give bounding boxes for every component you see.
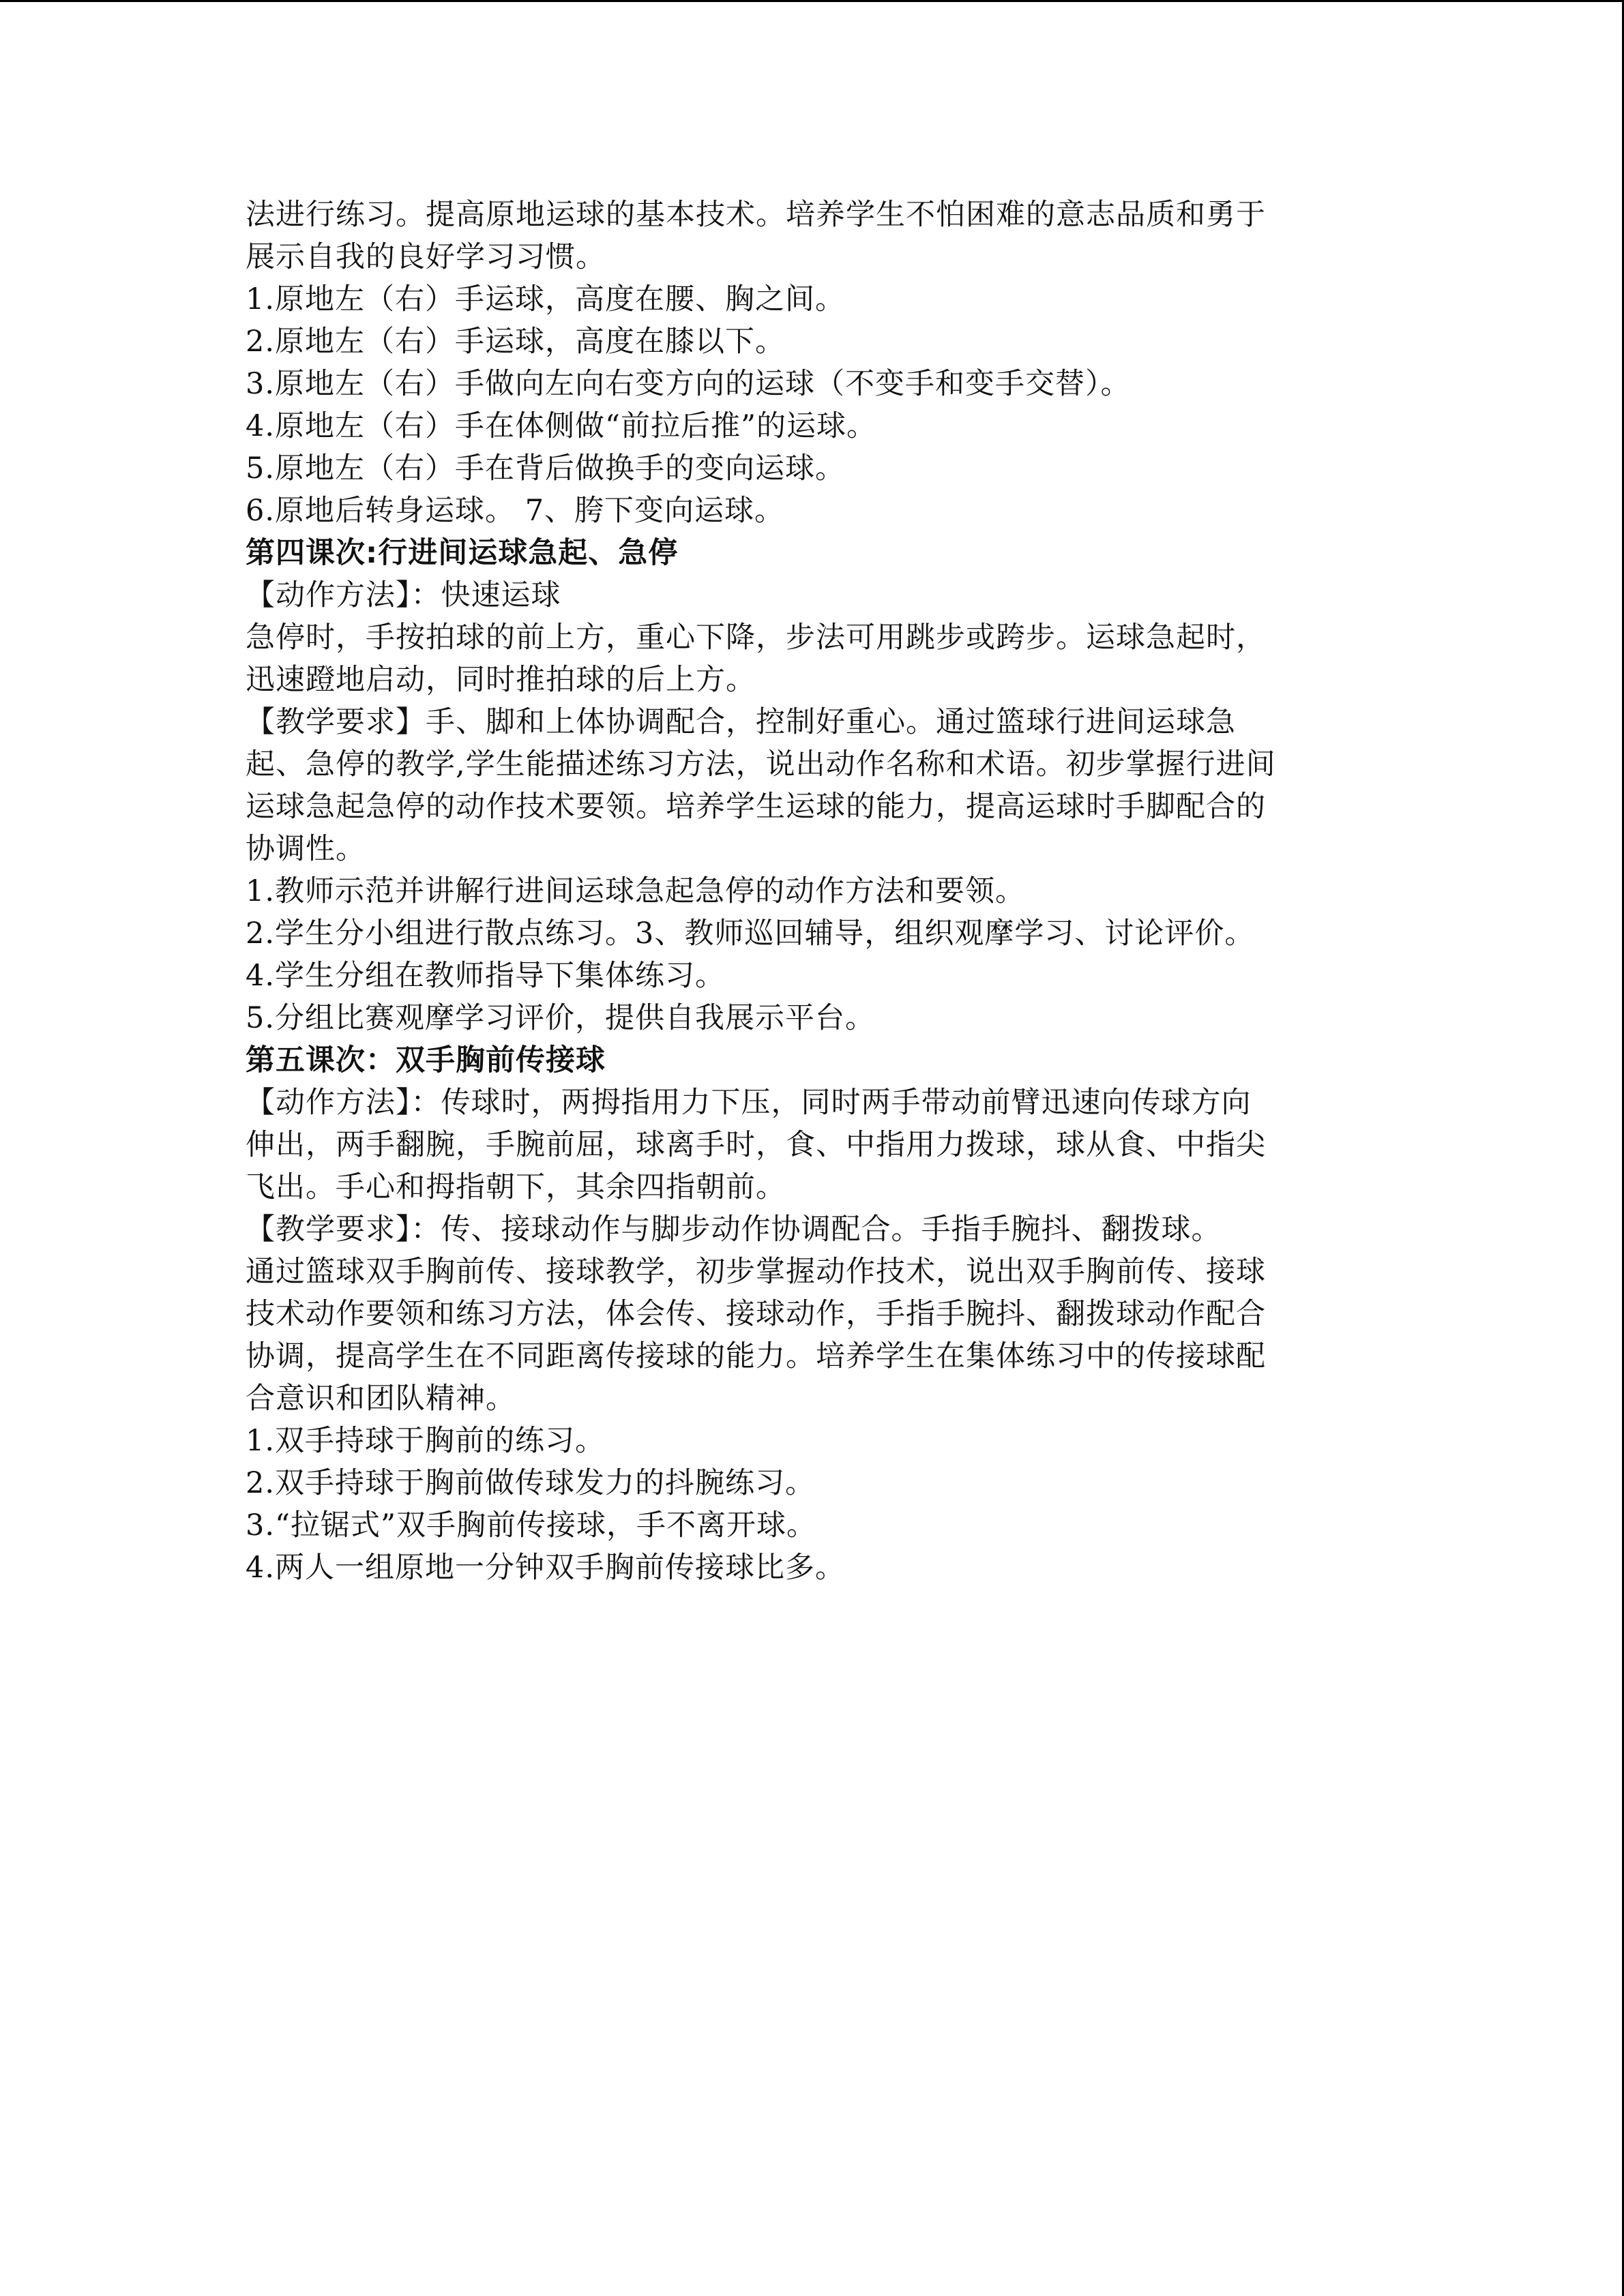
text-line: 展示自我的良好学习习惯。	[246, 240, 606, 274]
text-line: 2.双手持球于胸前做传球发力的抖腕练习。	[246, 1466, 816, 1500]
text-line: 急停时，手按拍球的前上方，重心下降，步法可用跳步或跨步。运球急起时，	[246, 621, 1266, 655]
text-line: 迅速蹬地启动，同时推拍球的后上方。	[246, 663, 756, 697]
text-line: 【教学要求】手、脚和上体协调配合，控制好重心。通过篮球行进间运球急	[246, 705, 1236, 739]
document-body	[246, 194, 1378, 1589]
text-line: 飞出。手心和拇指朝下，其余四指朝前。	[246, 1170, 786, 1204]
text-line: 4.学生分组在教师指导下集体练习。	[246, 959, 726, 993]
text-line: 5.原地左（右）手在背后做换手的变向运球。	[246, 451, 846, 486]
text-line: 4.原地左（右）手在体侧做“前拉后推”的运球。	[246, 409, 876, 443]
text-line: 1.原地左（右）手运球，高度在腰、胸之间。	[246, 282, 846, 316]
text-line: 【动作方法】：快速运球	[246, 578, 561, 612]
text-line: 4.两人一组原地一分钟双手胸前传接球比多。	[246, 1551, 846, 1585]
page-top-border	[0, 0, 1624, 2]
text-line: 3.“拉锯式”双手胸前传接球，手不离开球。	[246, 1508, 816, 1542]
text-line: 法进行练习。提高原地运球的基本技术。培养学生不怕困难的意志品质和勇于	[246, 198, 1266, 232]
text-line: 5.分组比赛观摩学习评价，提供自我展示平台。	[246, 1001, 876, 1035]
text-line: 1.双手持球于胸前的练习。	[246, 1424, 606, 1458]
text-line: 2.原地左（右）手运球，高度在膝以下。	[246, 325, 786, 359]
text-line: 3.原地左（右）手做向左向右变方向的运球（不变手和变手交替）。	[246, 367, 1131, 401]
text-line: 6.原地后转身运球。 7、胯下变向运球。	[246, 494, 785, 528]
section-heading: 第五课次：双手胸前传接球	[246, 1043, 606, 1077]
text-line: 通过篮球双手胸前传、接球教学，初步掌握动作技术，说出双手胸前传、接球	[246, 1255, 1266, 1289]
text-line: 1.教师示范并讲解行进间运球急起急停的动作方法和要领。	[246, 874, 1026, 908]
text-line: 【教学要求】：传、接球动作与脚步动作协调配合。手指手腕抖、翻拨球。	[246, 1212, 1222, 1247]
text-line: 2.学生分小组进行散点练习。3、教师巡回辅导，组织观摩学习、讨论评价。	[246, 916, 1255, 951]
text-line: 运球急起急停的动作技术要领。培养学生运球的能力，提高运球时手脚配合的	[246, 790, 1266, 824]
text-line: 【动作方法】：传球时，两拇指用力下压，同时两手带动前臂迅速向传球方向	[246, 1086, 1252, 1120]
text-line: 协调性。	[246, 832, 366, 866]
text-line: 协调，提高学生在不同距离传接球的能力。培养学生在集体练习中的传接球配	[246, 1339, 1266, 1373]
text-line: 伸出，两手翻腕，手腕前屈，球离手时，食、中指用力拨球，球从食、中指尖	[246, 1128, 1266, 1162]
text-line: 起、急停的教学,学生能描述练习方法，说出动作名称和术语。初步掌握行进间	[246, 747, 1276, 781]
text-line: 合意识和团队精神。	[246, 1382, 516, 1416]
section-heading: 第四课次:行进间运球急起、急停	[246, 536, 679, 570]
text-line: 技术动作要领和练习方法，体会传、接球动作，手指手腕抖、翻拨球动作配合	[246, 1297, 1266, 1331]
